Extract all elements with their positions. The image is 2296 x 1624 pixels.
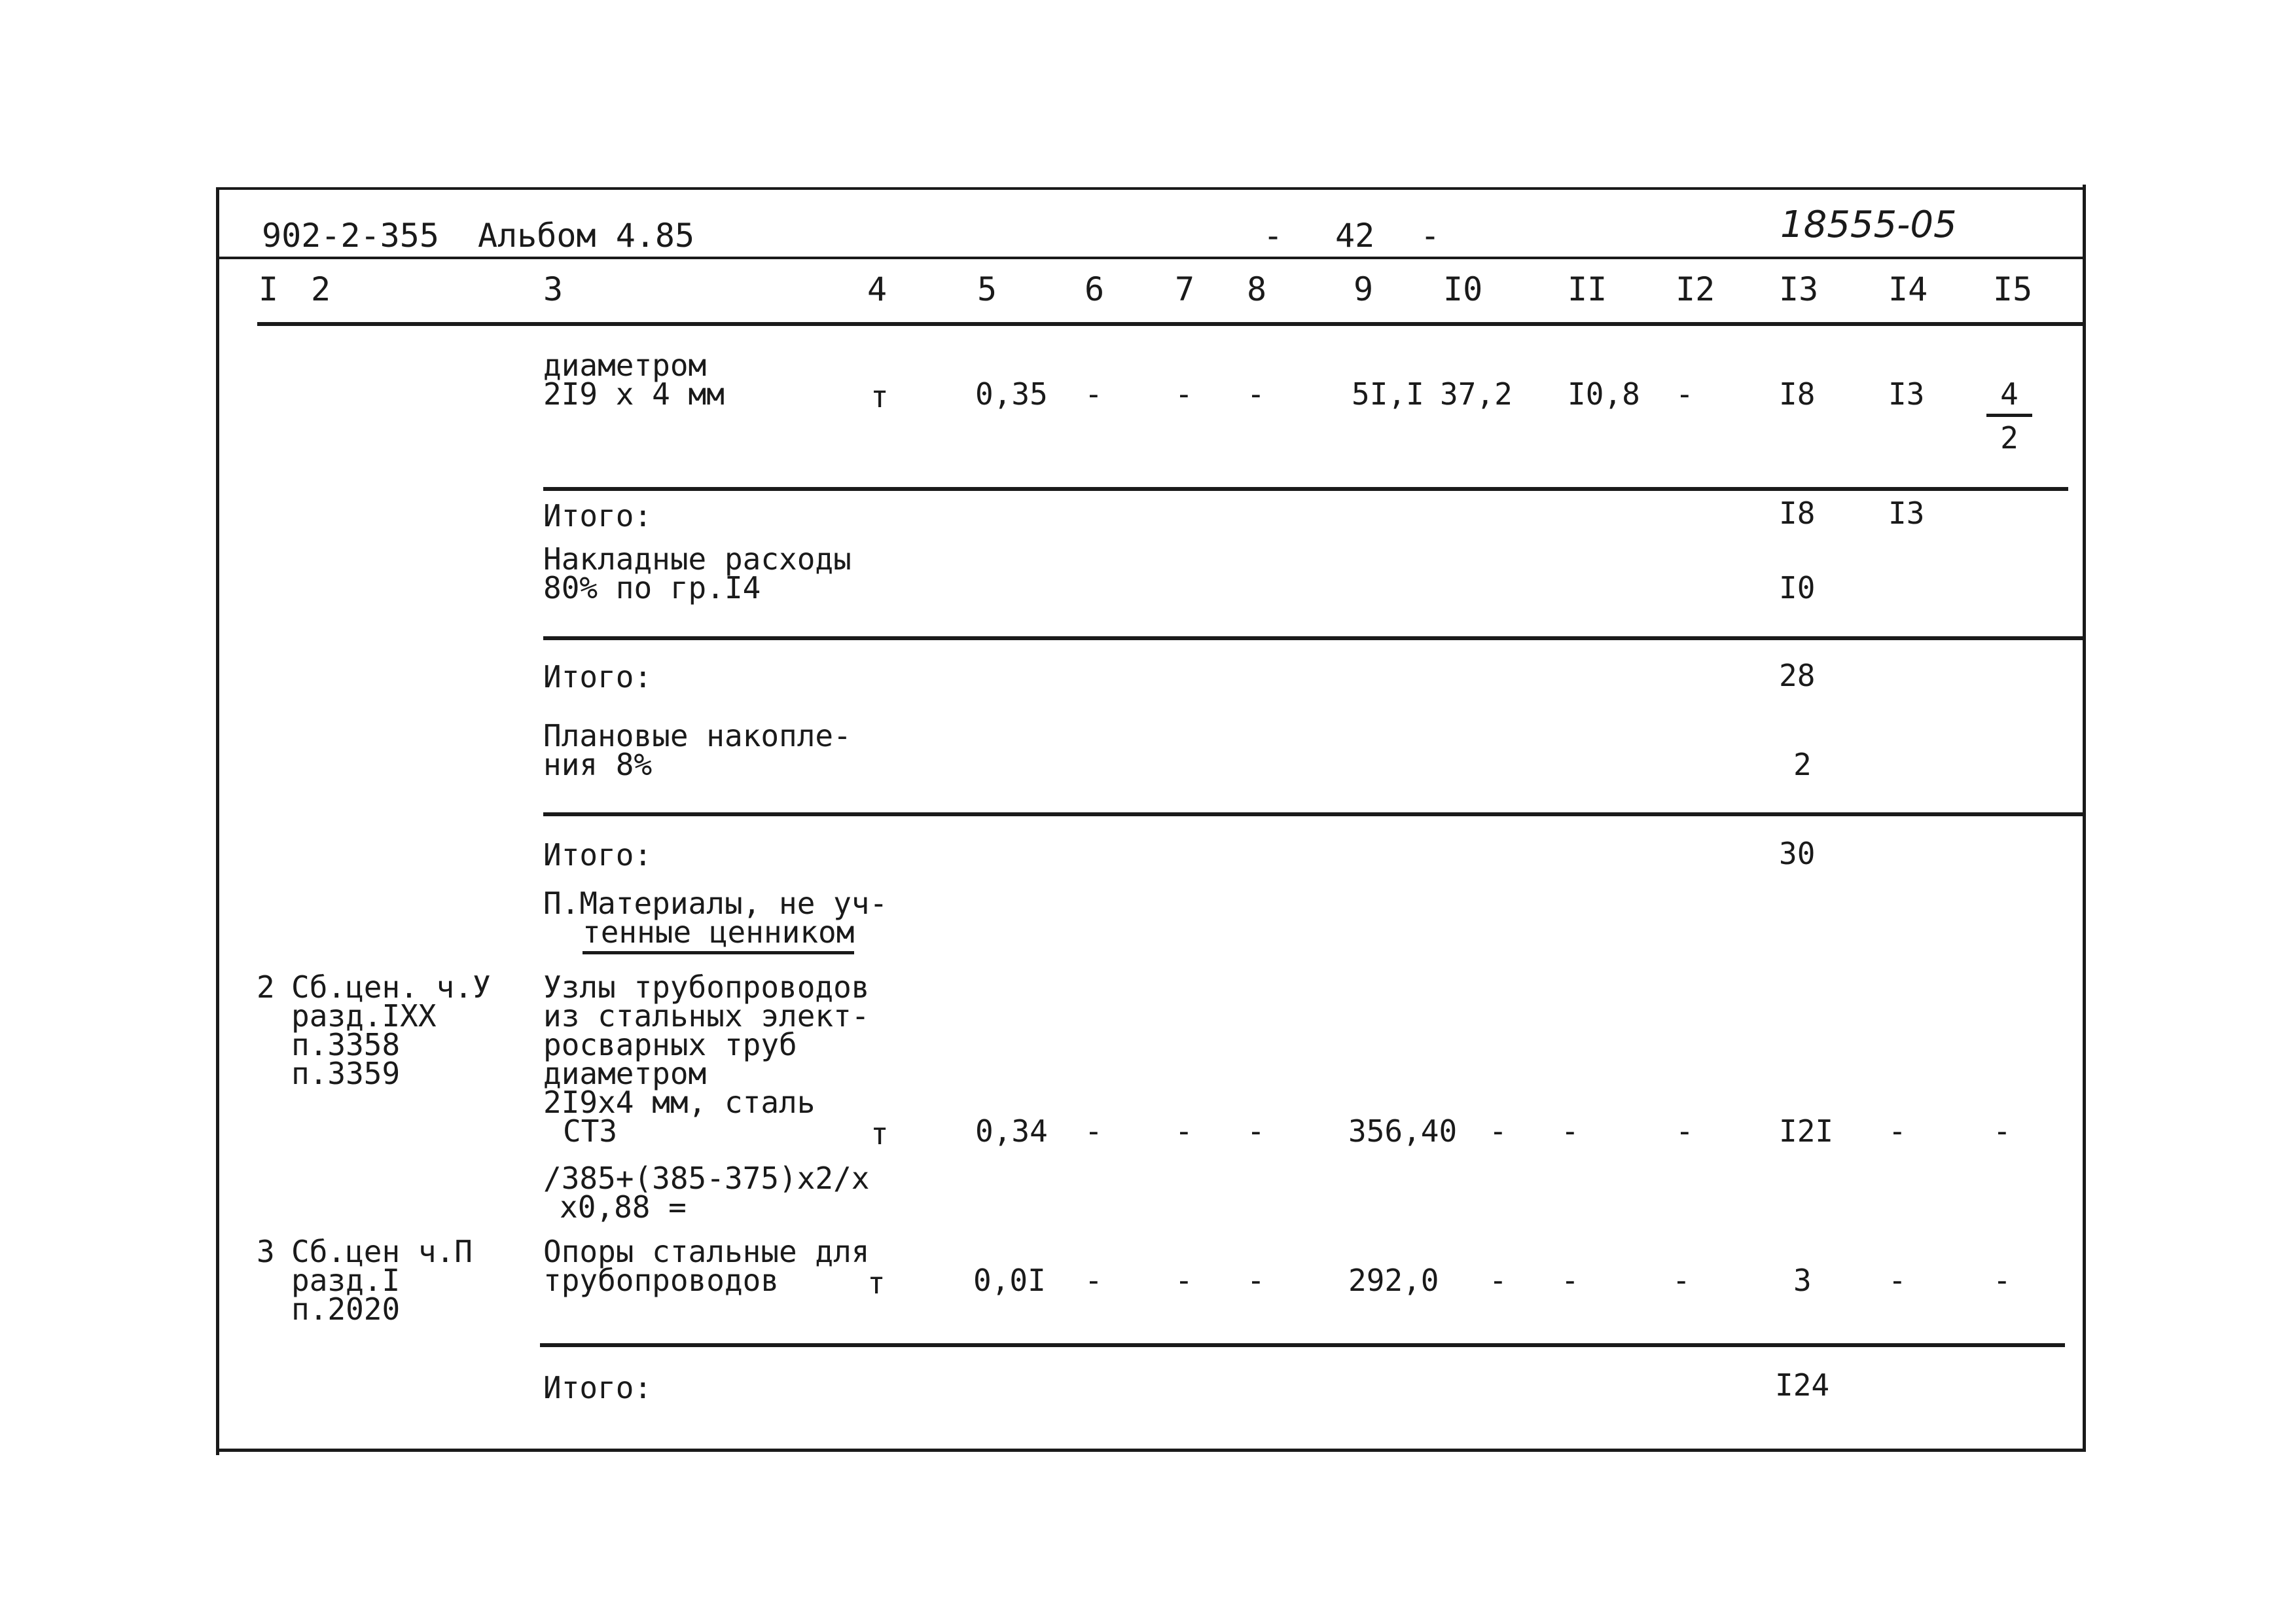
r8-formula-line-2: x0,88 = (560, 1189, 687, 1225)
r4-col13: 28 (1779, 658, 1816, 693)
r9-col13: 3 (1793, 1263, 1812, 1298)
r7-underlined-text: тенные ценником (583, 914, 854, 954)
col-num-10: I0 (1443, 270, 1483, 308)
r8-col8: - (1247, 1113, 1265, 1149)
r9-unit: т (867, 1265, 886, 1301)
r1-col15-denominator: 2 (2000, 420, 2018, 456)
r5-desc-line-1: Плановые накопле- (543, 718, 852, 753)
rule-after-r1 (543, 487, 2068, 491)
frame-left (216, 189, 219, 1455)
r8-desc-line-2: из стальных элект- (543, 998, 870, 1034)
r10-label: Итого: (543, 1370, 653, 1405)
document-code: 902-2-355 (262, 217, 439, 255)
rule-after-r9 (540, 1343, 2065, 1347)
col-num-2: 2 (311, 270, 331, 308)
r8-col12: - (1676, 1113, 1694, 1149)
r7-section-title-line-1: П.Материалы, не уч- (543, 886, 888, 921)
page-dash-right: - (1420, 217, 1441, 255)
r9-col9: 292,0 (1348, 1263, 1439, 1298)
col-num-13: I3 (1779, 270, 1819, 308)
col-num-8: 8 (1247, 270, 1267, 308)
r1-col11: I0,8 (1568, 376, 1640, 412)
col-num-12: I2 (1676, 270, 1715, 308)
r8-desc-line-5: 2I9x4 мм, сталь (543, 1085, 816, 1120)
r1-col8: - (1247, 376, 1265, 412)
r1-unit: т (870, 379, 889, 414)
r8-formula-line-1: /385+(385-375)x2/x (543, 1161, 870, 1196)
r5-desc-line-2: ния 8% (543, 747, 653, 782)
r9-col6: - (1085, 1263, 1103, 1298)
r2-col13: I8 (1779, 496, 1816, 531)
r1-desc-line-1: диаметром (543, 348, 707, 383)
r8-col5: 0,34 (975, 1113, 1048, 1149)
r8-col11: - (1561, 1113, 1579, 1149)
r9-desc-line-1: Опоры стальные для (543, 1234, 870, 1269)
r8-col15: - (1993, 1113, 2011, 1149)
r9-col11: - (1561, 1263, 1579, 1298)
r7-section-title-line-2 (583, 914, 855, 950)
r1-col9: 5I,I (1352, 376, 1424, 412)
r8-ref-line-1: Сб.цен. ч.У (291, 969, 491, 1005)
r1-col5: 0,35 (975, 376, 1048, 412)
r9-col8: - (1247, 1263, 1265, 1298)
r9-ref-line-2: разд.I (291, 1263, 401, 1298)
r8-desc-line-4: диаметром (543, 1056, 707, 1091)
col-num-6: 6 (1085, 270, 1105, 308)
col-num-14: I4 (1888, 270, 1928, 308)
r1-col15-numerator: 4 (2000, 376, 2018, 412)
r9-ref-line-1: Сб.цен ч.П (291, 1234, 473, 1269)
frame-bottom (216, 1449, 2086, 1452)
r8-desc-line-1: Узлы трубопроводов (543, 969, 870, 1005)
page-dash-left: - (1263, 217, 1283, 255)
r8-unit: т (870, 1116, 889, 1151)
col-num-4: 4 (867, 270, 888, 308)
r8-col13: I2I (1779, 1113, 1834, 1149)
frame-right (2083, 185, 2086, 1451)
r1-col12: - (1676, 376, 1694, 412)
r8-ref-line-4: п.3359 (291, 1056, 401, 1091)
r8-ref-line-2: разд.IXX (291, 998, 437, 1034)
rule-after-r3 (543, 636, 2085, 640)
col-num-5: 5 (977, 270, 997, 308)
col-num-15: I5 (1993, 270, 2033, 308)
r8-desc-line-3: росварных труб (543, 1027, 797, 1062)
r9-col5: 0,0I (973, 1263, 1046, 1298)
r1-col7: - (1175, 376, 1193, 412)
col-num-1: I (259, 270, 279, 308)
r9-col10: - (1489, 1263, 1507, 1298)
r9-col12: - (1672, 1263, 1691, 1298)
r8-col14: - (1888, 1113, 1907, 1149)
archive-stamp: 18555-05 (1780, 204, 1957, 246)
col-num-9: 9 (1354, 270, 1374, 308)
r2-label: Итого: (543, 498, 653, 533)
r3-desc-line-2: 80% по гр.I4 (543, 570, 761, 605)
r1-col14: I3 (1888, 376, 1925, 412)
r3-desc-line-1: Накладные расходы (543, 541, 852, 577)
r1-col15-fraction (1986, 376, 2032, 456)
page-number: 42 (1335, 217, 1375, 255)
r8-col10: - (1489, 1113, 1507, 1149)
r8-ref-line-3: п.3358 (291, 1027, 401, 1062)
r4-label: Итого: (543, 659, 653, 695)
frame-top (216, 187, 2086, 190)
r6-label: Итого: (543, 837, 653, 873)
r9-col14: - (1888, 1263, 1907, 1298)
r1-col13: I8 (1779, 376, 1816, 412)
r1-col6: - (1085, 376, 1103, 412)
album-label: Альбом 4.85 (478, 217, 695, 255)
r8-col7: - (1175, 1113, 1193, 1149)
r2-col14: I3 (1888, 496, 1925, 531)
r8-item-number: 2 (257, 969, 275, 1005)
r8-desc-line-6: СТ3 (563, 1113, 618, 1149)
rule-after-r5 (543, 812, 2085, 816)
col-num-3: 3 (543, 270, 564, 308)
col-num-7: 7 (1175, 270, 1195, 308)
r1-desc-line-2: 2I9 x 4 мм (543, 376, 725, 412)
r9-ref-line-3: п.2020 (291, 1291, 401, 1327)
r9-desc-line-2: трубопроводов (543, 1263, 780, 1298)
r9-col15: - (1993, 1263, 2011, 1298)
r9-col7: - (1175, 1263, 1193, 1298)
r3-col13: I0 (1779, 570, 1816, 605)
column-header-rule (257, 322, 2083, 326)
r10-col13: I24 (1775, 1367, 1830, 1403)
fraction-bar (1986, 414, 2032, 417)
r5-col13: 2 (1793, 747, 1812, 782)
col-num-11: II (1568, 270, 1607, 308)
r8-col6: - (1085, 1113, 1103, 1149)
r6-col13: 30 (1779, 836, 1816, 871)
r9-item-number: 3 (257, 1234, 275, 1269)
r1-col10: 37,2 (1440, 376, 1513, 412)
header-rule (216, 257, 2086, 259)
r8-col9: 356,40 (1348, 1113, 1458, 1149)
